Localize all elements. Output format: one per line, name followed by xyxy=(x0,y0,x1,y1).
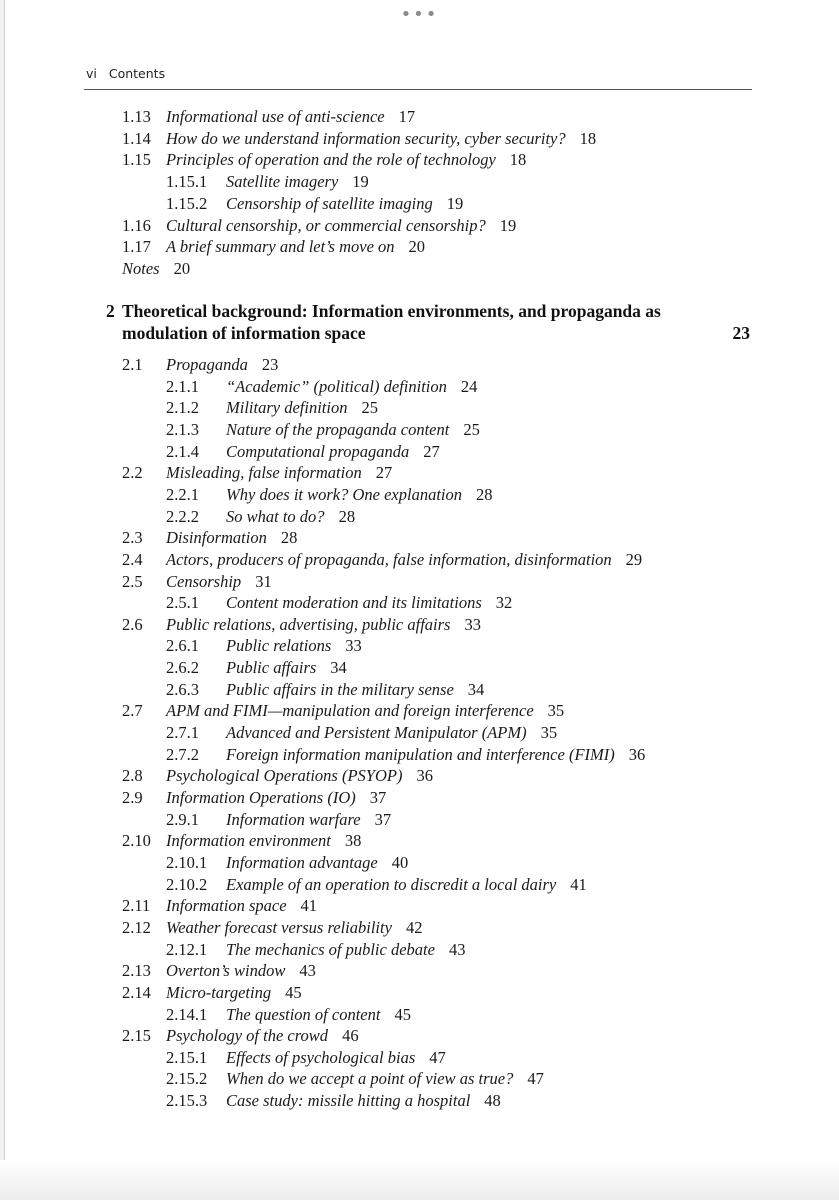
more-dots-icon[interactable]: ••• xyxy=(400,4,439,25)
toc-entry-number: 2.10 xyxy=(122,831,151,851)
toc-entry[interactable] xyxy=(166,194,463,214)
toc-entry[interactable] xyxy=(166,485,493,505)
toc-entry-title: Content moderation and its limitations xyxy=(226,593,482,613)
toc-entry-number: 2.3 xyxy=(122,528,143,548)
toc-entry-number: 1.17 xyxy=(122,237,151,257)
toc-entry-title: The mechanics of public debate xyxy=(226,939,435,959)
toc-entry-page: 31 xyxy=(255,571,272,591)
toc-entry-title: Informational use of anti-science xyxy=(166,107,385,126)
toc-entry-page: 35 xyxy=(547,701,565,721)
toc-entry-number: 2.8 xyxy=(122,766,143,786)
toc-entry-page: 35 xyxy=(540,723,558,743)
toc-entry-number: 2.2 xyxy=(122,463,143,483)
toc-entry-title: So what to do? xyxy=(226,506,325,526)
toc-entry-page: 46 xyxy=(342,1026,359,1046)
toc-entry-title: Censorship of satellite imaging xyxy=(226,193,433,213)
toc-entry-number: 2.10.2 xyxy=(166,874,208,894)
toc-entry[interactable] xyxy=(166,745,645,765)
toc-entry-title: Why does it work? One explanation xyxy=(226,484,462,504)
toc-entry-title: Computational propaganda xyxy=(226,441,410,461)
toc-entry[interactable] xyxy=(122,961,316,981)
toc-entry[interactable] xyxy=(166,853,408,873)
toc-entry-title: Information space xyxy=(166,896,287,916)
toc-entry-page: 25 xyxy=(361,398,378,418)
toc-entry-number: 2.1.1 xyxy=(166,376,199,396)
toc-entry-page: 20 xyxy=(173,258,191,278)
toc-entry-page: 34 xyxy=(467,679,485,699)
toc-entry-page: 47 xyxy=(429,1047,446,1067)
toc-entry-page: 37 xyxy=(369,788,387,807)
toc-entry-number: 2.15.2 xyxy=(166,1069,208,1089)
toc-entry-number: 2.7.2 xyxy=(166,744,199,764)
toc-entry[interactable] xyxy=(166,636,362,656)
toc-entry-title: Misleading, false information xyxy=(166,463,362,483)
toc-entry-number: 1.14 xyxy=(122,128,151,148)
toc-entry-page: 28 xyxy=(476,484,493,504)
toc-entry-number: 2.6.2 xyxy=(166,658,199,678)
toc-entry-title: Censorship xyxy=(166,571,242,591)
toc-entry-number: 2.5 xyxy=(122,571,143,591)
toc-entry-title: Public relations xyxy=(226,636,332,656)
toc-entry[interactable] xyxy=(122,615,481,635)
toc-entry-title: Notes xyxy=(122,258,160,278)
toc-entry-page: 47 xyxy=(527,1069,544,1089)
toc-entry-title: Information advantage xyxy=(226,852,378,872)
toc-entry[interactable] xyxy=(166,507,355,527)
toc-entry-page: 37 xyxy=(374,809,392,829)
toc-entry[interactable] xyxy=(166,377,477,397)
toc-entry-number: 2.4 xyxy=(122,549,143,569)
toc-entry-number: 2.6.3 xyxy=(166,679,199,699)
toc-entry-page: 18 xyxy=(509,150,527,170)
toc-entry-number: 2.1 xyxy=(122,355,143,374)
toc-entry-title: The question of content xyxy=(226,1004,381,1024)
toc-entry-page: 25 xyxy=(463,419,480,439)
toc-entry-page: 48 xyxy=(484,1091,501,1111)
toc-entry[interactable] xyxy=(122,572,272,592)
toc-entry-title: How do we understand information security, cyber security? xyxy=(166,128,566,148)
toc-entry-number: 2.14 xyxy=(122,982,151,1002)
toc-entry-number: 1.15.1 xyxy=(166,172,208,192)
toc-entry[interactable] xyxy=(166,940,465,960)
toc-entry-number: 2.14.1 xyxy=(166,1004,208,1024)
toc-entry[interactable] xyxy=(166,442,440,462)
toc-entry[interactable] xyxy=(166,723,557,743)
toc-entry-number: 2.1.4 xyxy=(166,441,199,461)
toc-entry-number: 1.16 xyxy=(122,215,151,235)
toc-entry-page: 23 xyxy=(261,355,279,374)
toc-entry[interactable] xyxy=(122,150,526,170)
toc-entry-title: Public affairs xyxy=(226,658,317,678)
toc-entry-page: 36 xyxy=(628,744,646,764)
toc-entry-title: APM and FIMI—manipulation and foreign interference xyxy=(166,701,534,721)
toc-entry-page: 32 xyxy=(495,593,513,613)
toc-entry[interactable] xyxy=(122,259,190,279)
toc-entry-number: 1.15 xyxy=(122,150,151,170)
toc-entry-title: Micro-targeting xyxy=(166,982,272,1002)
toc-entry-page: 33 xyxy=(345,636,362,656)
toc-entry-title: Psychological Operations (PSYOP) xyxy=(166,766,403,786)
toc-entry-title: A brief summary and let’s move on xyxy=(166,237,395,257)
toc-entry-number: 2.6 xyxy=(122,614,143,634)
toc-entry-page: 33 xyxy=(464,614,481,634)
toc-entry-number: 2.2.2 xyxy=(166,506,199,526)
toc-entry[interactable] xyxy=(122,896,317,916)
toc-entry-page: 24 xyxy=(460,376,478,396)
toc-entry-title: Public relations, advertising, public affairs xyxy=(166,614,451,634)
toc-entry[interactable] xyxy=(122,355,278,375)
toc-entry-title: Case study: missile hitting a hospital xyxy=(226,1091,471,1111)
toc-entry[interactable] xyxy=(122,463,392,483)
toc-entry-page: 41 xyxy=(570,874,587,894)
toc-entry-page: 20 xyxy=(408,237,426,257)
header-running-title: Contents xyxy=(108,66,166,81)
toc-entry-title: Propaganda xyxy=(166,355,248,374)
toc-entry-number: 2.10.1 xyxy=(166,852,208,872)
toc-entry[interactable] xyxy=(166,1091,501,1111)
toc-entry-page: 28 xyxy=(280,528,298,548)
toc-entry-number: 2.12.1 xyxy=(166,939,208,959)
toc-entry-page: 19 xyxy=(446,193,464,213)
chapter2-page: 23 xyxy=(732,323,750,343)
toc-entry-title: Cultural censorship, or commercial censorship? xyxy=(166,215,486,235)
toc-entry-page: 34 xyxy=(330,658,347,678)
toc-entry-page: 43 xyxy=(448,939,466,959)
toc-entry[interactable] xyxy=(122,237,425,257)
toc-entry[interactable] xyxy=(166,1005,411,1025)
toc-entry-page: 28 xyxy=(338,506,356,526)
toc-entry-page: 43 xyxy=(299,961,316,981)
toc-entry-page: 27 xyxy=(423,441,440,461)
toc-entry-page: 45 xyxy=(285,982,302,1002)
toc-entry[interactable] xyxy=(122,701,564,721)
toc-entry-number: 2.13 xyxy=(122,961,151,981)
toc-entry-number: 2.5.1 xyxy=(166,593,199,613)
toc-entry-title: Effects of psychological bias xyxy=(226,1047,416,1067)
toc-entry-number: 2.1.3 xyxy=(166,419,199,439)
toc-entry[interactable] xyxy=(122,550,642,570)
toc-entry-number: 2.15 xyxy=(122,1026,151,1046)
toc-entry-page: 42 xyxy=(405,917,423,937)
toc-entry-title: When do we accept a point of view as true? xyxy=(226,1069,514,1089)
toc-entry-title: Military definition xyxy=(226,398,348,418)
toc-entry-page: 29 xyxy=(625,549,643,569)
toc-entry-number: 1.15.2 xyxy=(166,193,208,213)
toc-entry-title: Information environment xyxy=(166,831,331,851)
toc-entry-title: Information Operations (IO) xyxy=(166,788,356,807)
toc-entry[interactable] xyxy=(166,1069,544,1089)
toc-entry-page: 41 xyxy=(300,896,318,916)
toc-entry-page: 19 xyxy=(352,172,369,192)
toc-entry[interactable] xyxy=(122,831,361,851)
toc-entry-page: 36 xyxy=(416,766,433,786)
toc-entry[interactable] xyxy=(166,1048,446,1068)
toc-entry-title: Psychology of the crowd xyxy=(166,1026,329,1046)
toc-entry-title: Public affairs in the military sense xyxy=(226,679,454,699)
toc-entry[interactable] xyxy=(122,216,516,236)
toc-entry-title: Weather forecast versus reliability xyxy=(166,917,392,937)
toc-entry-number: 2.12 xyxy=(122,917,151,937)
toc-entry[interactable] xyxy=(166,172,369,192)
toc-entry[interactable] xyxy=(122,528,297,548)
toc-entry-title: Satellite imagery xyxy=(226,172,339,192)
toc-entry-number: 2.15.3 xyxy=(166,1091,208,1111)
toc-entry[interactable] xyxy=(122,107,415,127)
toc-entry[interactable] xyxy=(166,680,484,700)
toc-entry-page: 40 xyxy=(391,852,409,872)
toc-entry-title: Example of an operation to discredit a local dairy xyxy=(226,874,557,894)
toc-entry-title: Foreign information manipulation and interference (FIMI) xyxy=(226,744,615,764)
toc-entry-title: Disinformation xyxy=(166,528,267,548)
toc-entry-title: Principles of operation and the role of technology xyxy=(166,150,496,170)
toc-entry[interactable] xyxy=(166,420,480,440)
header-page-number: vi xyxy=(86,66,97,81)
chapter2-number: 2 xyxy=(106,301,115,321)
toc-entry-title: Nature of the propaganda content xyxy=(226,419,450,439)
toc-entry-number: 2.9.1 xyxy=(166,809,199,829)
toc-entry[interactable] xyxy=(122,129,596,149)
toc-entry-page: 18 xyxy=(579,128,597,148)
toc-entry[interactable] xyxy=(122,788,386,808)
toc-entry[interactable] xyxy=(166,810,391,830)
chapter2-title: Theoretical background: Information environments, and propaganda as modulation of information space xyxy=(122,301,661,343)
toc-entry[interactable] xyxy=(122,983,302,1003)
toc-entry-number: 2.11 xyxy=(122,896,151,916)
toc-entry-page: 27 xyxy=(375,463,393,483)
toc-entry-number: 2.15.1 xyxy=(166,1047,208,1067)
toc-entry-title: Overton’s window xyxy=(166,961,286,981)
toc-entry-number: 2.2.1 xyxy=(166,484,199,504)
toc-entry-page: 45 xyxy=(394,1004,411,1024)
toc-entry[interactable] xyxy=(122,766,433,786)
toc-entry[interactable] xyxy=(166,398,378,418)
toc-entry-title: Information warfare xyxy=(226,809,361,829)
toc-entry-title: Actors, producers of propaganda, false information, disinformation xyxy=(166,549,612,569)
toc-entry-title: Advanced and Persistent Manipulator (APM) xyxy=(226,723,527,743)
toc-entry-number: 1.13 xyxy=(122,107,151,126)
toc-entry-number: 2.9 xyxy=(122,788,143,807)
toc-entry-number: 2.7.1 xyxy=(166,723,199,743)
toc-entry[interactable] xyxy=(122,1026,359,1046)
toc-entry-number: 2.7 xyxy=(122,701,143,721)
toc-entry[interactable] xyxy=(166,875,587,895)
toc-entry[interactable] xyxy=(166,658,347,678)
toc-entry-page: 19 xyxy=(499,215,517,235)
toc-entry-page: 38 xyxy=(344,831,362,851)
toc-entry-page: 17 xyxy=(398,107,416,126)
toc-entry-title: “Academic” (political) definition xyxy=(226,376,447,396)
toc-entry[interactable] xyxy=(166,593,512,613)
toc-entry-number: 2.6.1 xyxy=(166,636,199,656)
toc-entry[interactable] xyxy=(122,918,422,938)
toc-entry-number: 2.1.2 xyxy=(166,398,199,418)
